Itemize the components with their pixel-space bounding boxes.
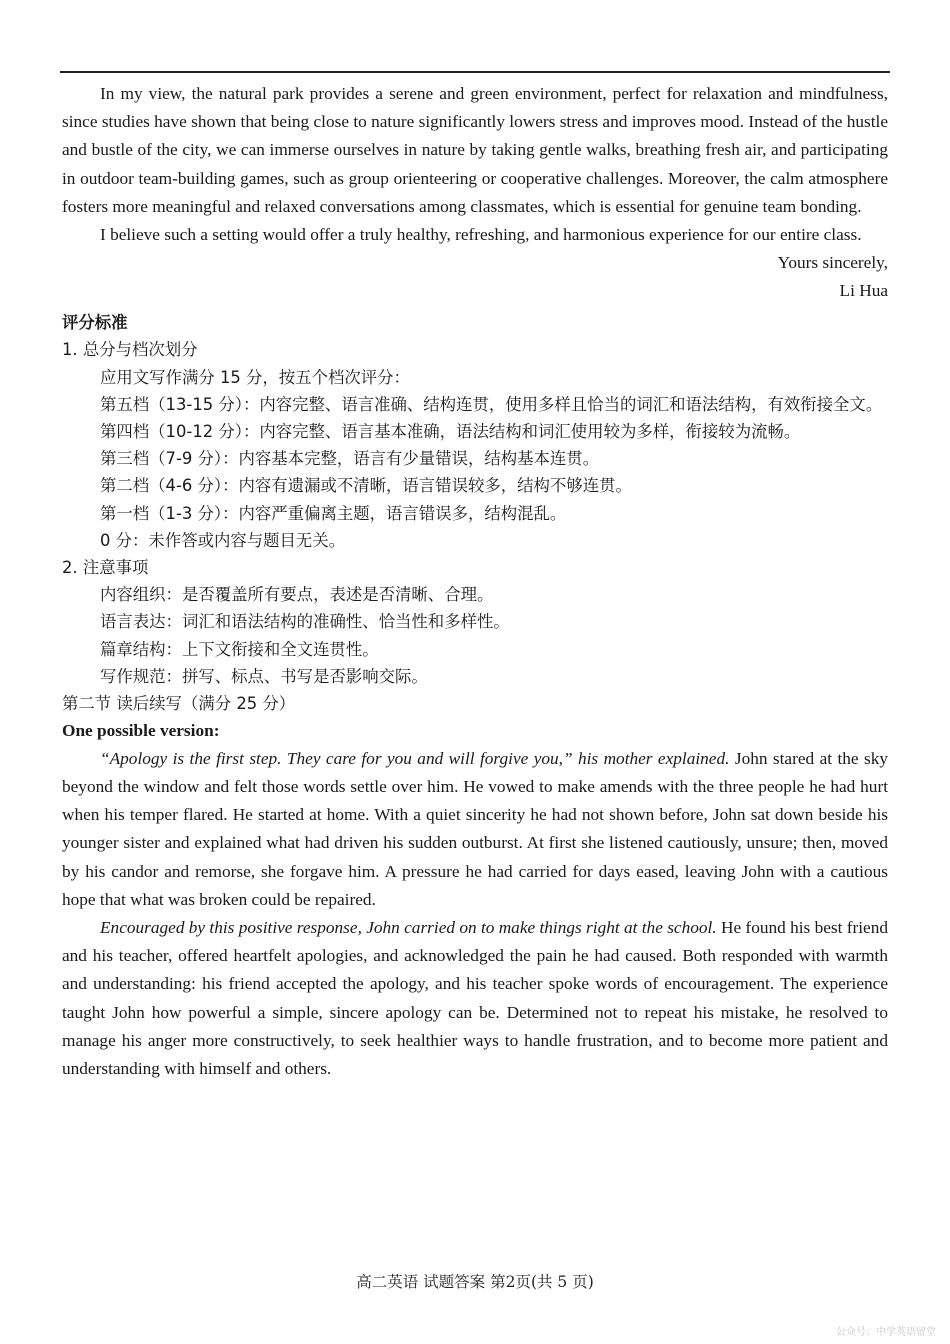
story-paragraph-2-body: He found his best friend and his teacher, offered heartfelt apologies, and acknowledged the pain he had caused. Both responded with warmth and understanding: his friend accepted the apology, and his teacher spoke words of encouragement. The experience taught John how powerful a simple, sincere apology can be. Determined not to repeat his mistake, he resolved to manage his anger more constructively, to seek healthier ways to handle frustration, and to become more patient and understanding with himself and others. bbox=[62, 917, 888, 1078]
story-paragraph-1-body: John stared at the sky beyond the window and felt those words settle over him. He vowed to make amends with the three people he had hurt when his temper flared. He started at home. With a quiet sincerity he had not shown before, John sat down beside his younger sister and explained what had driven his sudden outburst. At first she listened cautiously, unsure; then, moved by his candor and remorse, she forgave him. A pressure he had carried for days eased, leaving John with a cautious hope that what was broken could be repaired. bbox=[62, 748, 888, 909]
tier-4: 第四档（10-12 分）：内容完整、语言基本准确，语法结构和词汇使用较为多样，衔接较为流畅。 bbox=[100, 422, 801, 442]
note-language: 语言表达：词汇和语法结构的准确性、恰当性和多样性。 bbox=[100, 612, 510, 632]
tier-2: 第二档（4-6 分）：内容有遗漏或不清晰，语言错误较多，结构不够连贯。 bbox=[100, 476, 632, 496]
tier-1: 第一档（1-3 分）：内容严重偏离主题，语言错误多，结构混乱。 bbox=[100, 503, 567, 523]
note-content: 内容组织：是否覆盖所有要点，表述是否清晰、合理。 bbox=[100, 585, 494, 605]
story-paragraph-2-opening: Encouraged by this positive response, John carried on to make things right at the school. bbox=[100, 917, 717, 937]
scoring-section bbox=[62, 309, 888, 717]
section2-title: 第二节 读后续写（满分 25 分） bbox=[62, 694, 296, 714]
watermark: 公众号：中学英语留堂 bbox=[836, 1327, 936, 1338]
note-structure: 篇章结构：上下文衔接和全文连贯性。 bbox=[100, 639, 379, 659]
tier-0: 0 分：未作答或内容与题目无关。 bbox=[100, 530, 346, 550]
scoring-intro: 应用文写作满分 15 分，按五个档次评分： bbox=[100, 367, 410, 387]
letter-signature: Li Hua bbox=[839, 281, 888, 301]
page-footer: 高二英语 试题答案 第2页(共 5 页) bbox=[356, 1273, 594, 1291]
story-paragraph-1 bbox=[62, 745, 888, 914]
section1-title: 1. 总分与档次划分 bbox=[62, 340, 198, 360]
section2-notes-title: 2. 注意事项 bbox=[62, 558, 149, 578]
letter-paragraph-1: In my view, the natural park provides a serene and green environment, perfect for relaxation and mindfulness, since studies have shown that being close to nature significantly lowers stress and improves mood. Instead of the hustle and bustle of the city, we can immerse ourselves in nature by taking gentle walks, breathing fresh air, and participating in outdoor team-building games, such as group orienteering or cooperative challenges. Moreover, the calm atmosphere fosters more meaningful and relaxed conversations among classmates, which is essential for genuine team bonding. bbox=[62, 84, 888, 216]
scoring-title: 评分标准 bbox=[62, 313, 128, 333]
tier-3: 第三档（7-9 分）：内容基本完整，语言有少量错误，结构基本连贯。 bbox=[100, 449, 600, 469]
version-label: One possible version: bbox=[62, 721, 220, 741]
top-rule bbox=[60, 71, 890, 73]
note-conventions: 写作规范：拼写、标点、书写是否影响交际。 bbox=[100, 666, 428, 686]
letter-closing: Yours sincerely, bbox=[777, 253, 888, 273]
letter-paragraph-2: I believe such a setting would offer a truly healthy, refreshing, and harmonious experience for our entire class. bbox=[100, 225, 862, 245]
story-paragraph-2 bbox=[62, 914, 888, 1083]
tier-5: 第五档（13-15 分）：内容完整、语言准确、结构连贯，使用多样且恰当的词汇和语法结构，有效衔接全文。 bbox=[100, 394, 883, 414]
story-paragraph-1-opening: “Apology is the first step. They care for you and will forgive you,” his mother explained. bbox=[100, 748, 730, 768]
page-content bbox=[62, 80, 888, 1083]
